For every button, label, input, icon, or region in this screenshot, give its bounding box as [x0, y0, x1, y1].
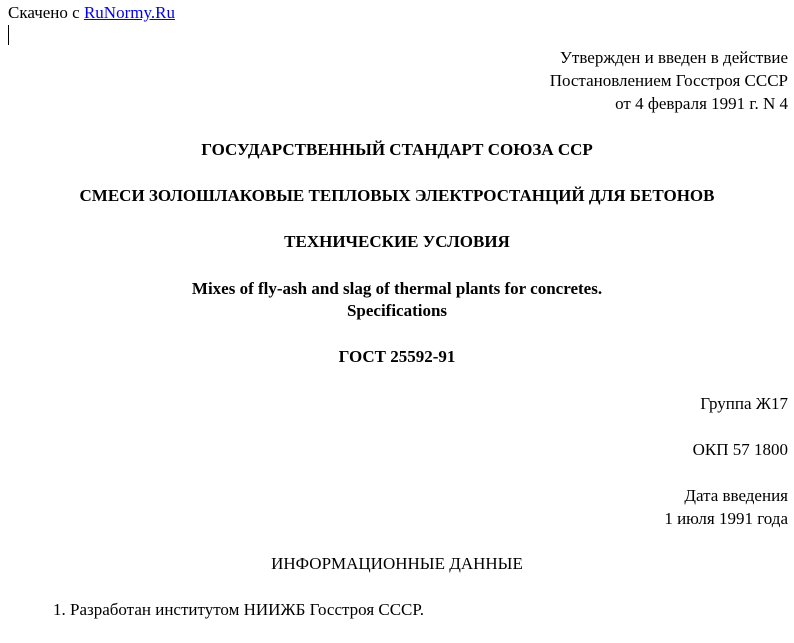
- state-standard-heading: ГОСУДАРСТВЕННЫЙ СТАНДАРТ СОЮЗА ССР: [201, 140, 593, 159]
- info-item-1: 1. Разработан институтом НИИЖБ Госстроя СССР.: [53, 600, 424, 619]
- source-line: [8, 2, 175, 24]
- intro-date-value: 1 июля 1991 года: [664, 509, 788, 528]
- document-title: СМЕСИ ЗОЛОШЛАКОВЫЕ ТЕПЛОВЫХ ЭЛЕКТРОСТАНЦИЙ ДЛЯ БЕТОНОВ: [79, 186, 715, 205]
- source-prefix: Скачено с: [8, 3, 84, 22]
- approval-line-1: Утвержден и введен в действие: [559, 48, 788, 67]
- source-link[interactable]: RuNormy.Ru: [83, 3, 175, 22]
- okp-code: ОКП 57 1800: [692, 440, 788, 459]
- english-title-line-1: Mixes of fly-ash and slag of thermal plants for concretes.: [191, 279, 603, 298]
- approval-line-3: от 4 февраля 1991 г. N 4: [615, 94, 788, 113]
- text-cursor: [8, 25, 9, 45]
- approval-line-2: Постановлением Госстроя СССР: [549, 71, 788, 90]
- document-subtitle: ТЕХНИЧЕСКИЕ УСЛОВИЯ: [284, 232, 510, 251]
- info-section-heading: ИНФОРМАЦИОННЫЕ ДАННЫЕ: [271, 554, 523, 573]
- intro-date-label: Дата введения: [684, 486, 788, 505]
- group-code: Группа Ж17: [700, 394, 788, 413]
- gost-number: ГОСТ 25592-91: [338, 347, 456, 366]
- english-title-line-2: Specifications: [346, 301, 448, 320]
